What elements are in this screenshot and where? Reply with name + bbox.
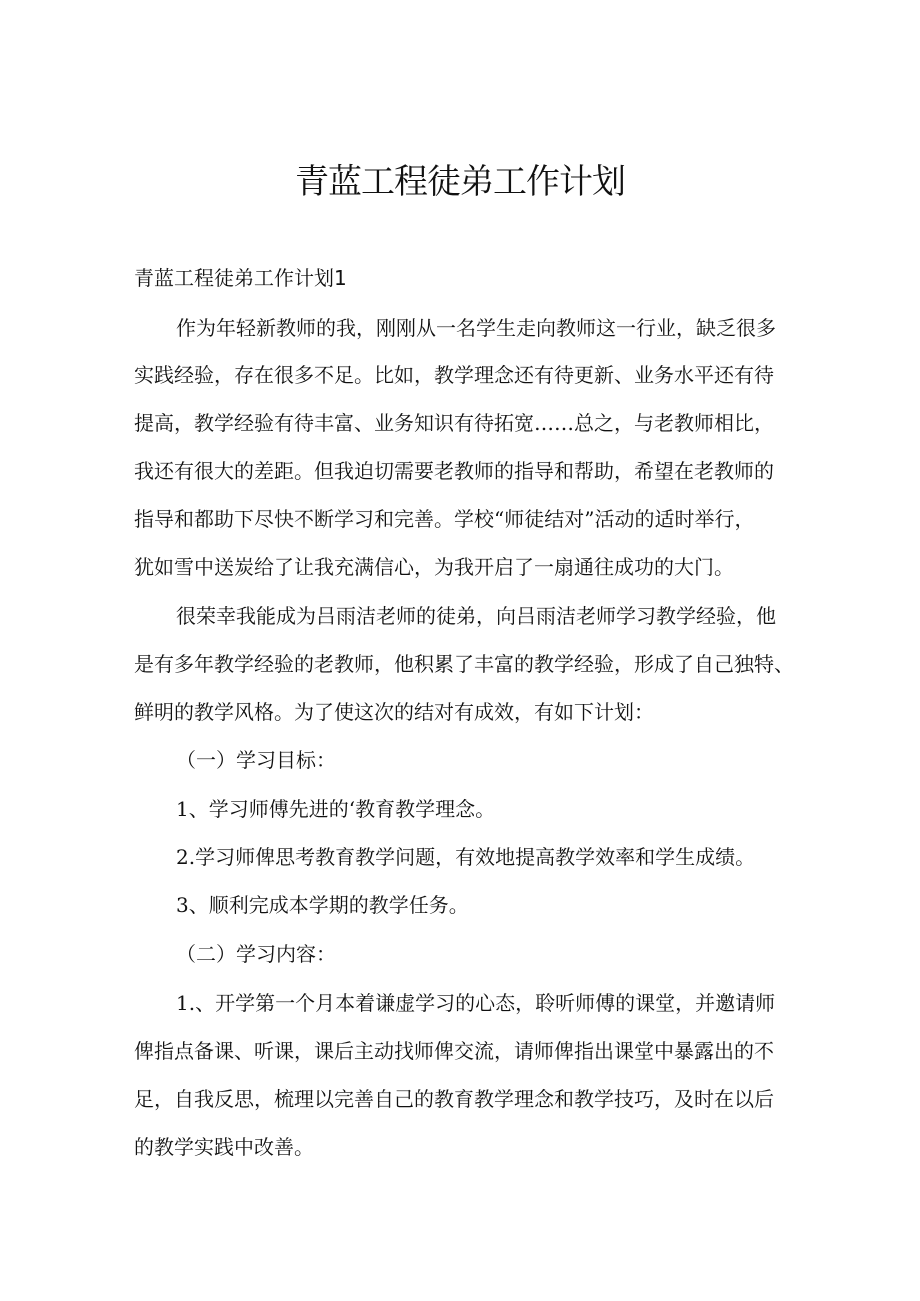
paragraph-line: 足，自我反思，梳理以完善自己的教育教学理念和教学技巧，及时在以后 [134,1087,774,1111]
paragraph-line: 我还有很大的差距。但我迫切需要老教师的指导和帮助，希望在老教师的 [134,459,774,483]
list-item: 2.学习师俾思考教育教学问题，有效地提高教学效率和学生成绩。 [176,845,756,869]
list-item: 3、顺利完成本学期的教学任务。 [176,893,469,917]
goals-heading: （一）学习目标： [176,748,336,772]
list-item: 1、学习师傅先进的‘教育教学理念。 [176,797,496,821]
paragraph-line: 1.、开学第一个月本着谦虚学习的心态，聆听师傅的课堂，并邀请师 [176,991,776,1015]
content-heading: （二）学习内容： [176,942,336,966]
section-heading: 青蓝工程徒弟工作计划1 [134,266,347,290]
paragraph-line: 实践经验，存在很多不足。比如，教学理念还有待更新、业务水平还有待 [134,363,774,387]
paragraph-line: 犹如雪中送炭给了让我充满信心，为我开启了一扇通往成功的大门。 [134,555,734,579]
paragraph-line: 指导和都助下尽快不断学习和完善。学校“师徒结对”活动的适时举行， [134,507,755,531]
paragraph-line: 很荣幸我能成为吕雨洁老师的徒弟，向吕雨洁老师学习教学经验，他 [176,604,776,628]
paragraph-line: 是有多年教学经验的老教师，他积累了丰富的教学经验，形成了自己独特、 [134,652,794,676]
paragraph-line: 作为年轻新教师的我，刚刚从一名学生走向教师这一行业，缺乏很多 [176,316,776,340]
paragraph-line: 鲜明的教学风格。为了使这次的结对有成效，有如下计划： [134,700,654,724]
paragraph-line: 俾指点备课、听课，课后主动找师俾交流，请师俾指出课堂中暴露出的不 [134,1039,774,1063]
paragraph-line: 的教学实践中改善。 [134,1135,314,1159]
document-title: 青蓝工程徒弟工作计划 [295,162,625,202]
paragraph-line: 提高，教学经验有待丰富、业务知识有待拓宽……总之，与老教师相比， [134,411,774,435]
